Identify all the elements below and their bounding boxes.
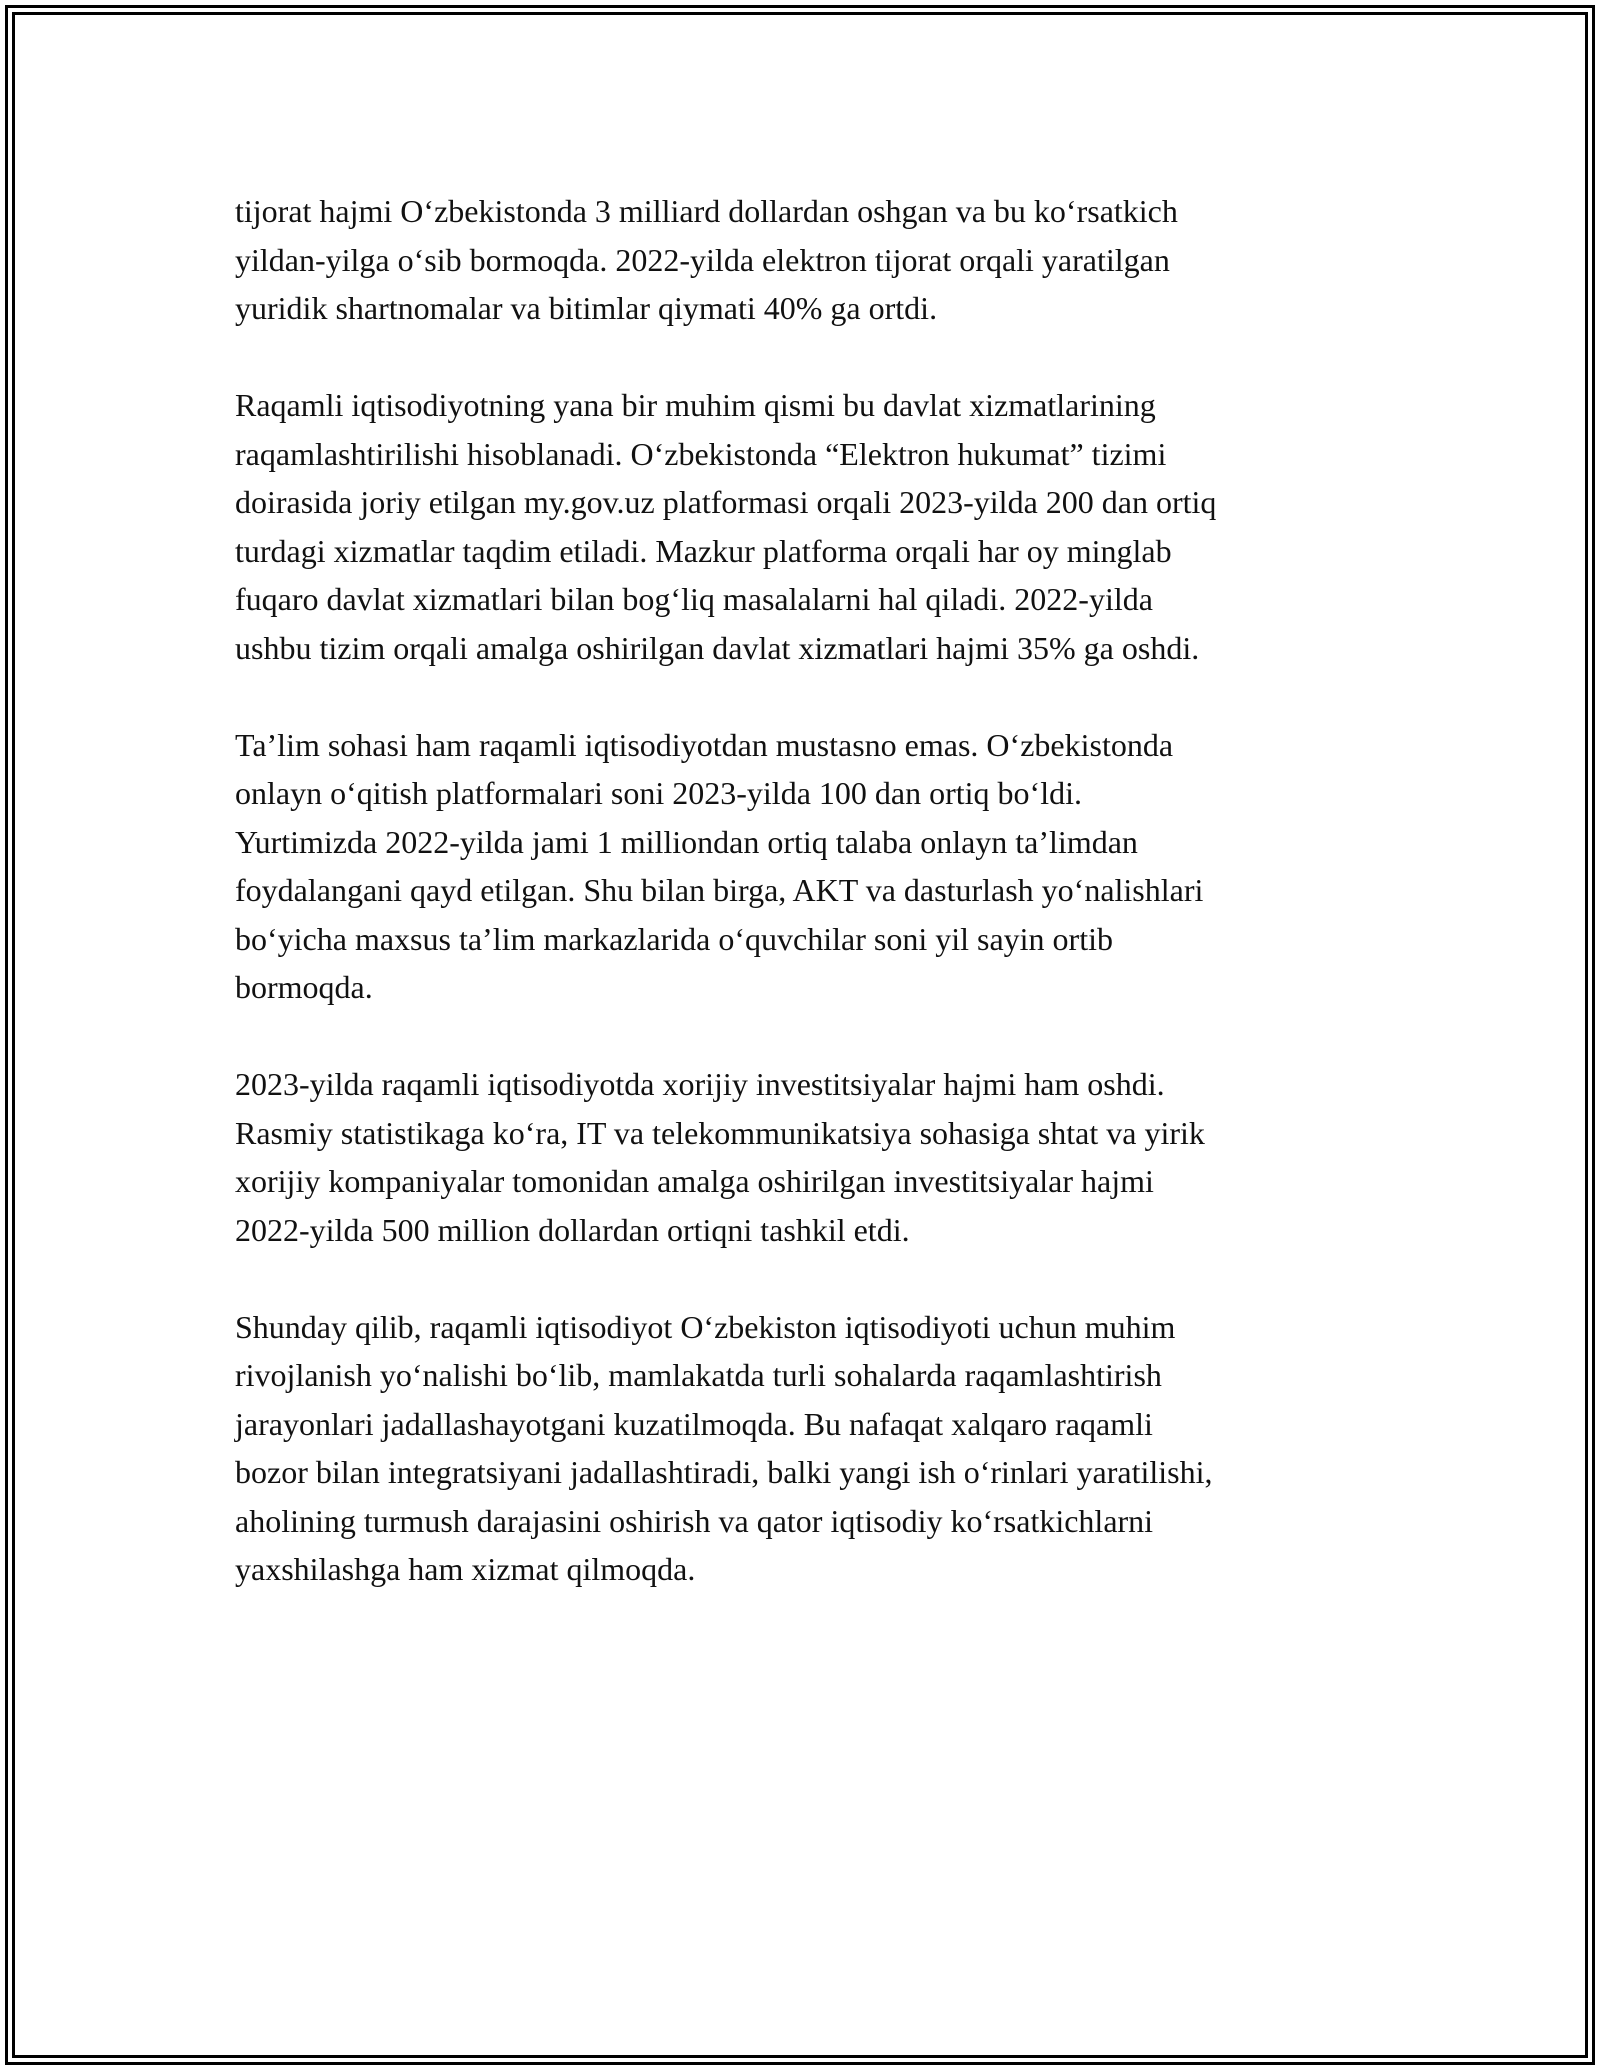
text-line: foydalangani qayd etilgan. Shu bilan birga, AKT va dasturlash yo‘nalishlari (235, 872, 1204, 908)
text-line: 2023-yilda raqamli iqtisodiyotda xorijiy investitsiyalar hajmi ham oshdi. (235, 1066, 1165, 1102)
text-line: yildan-yilga o‘sib bormoqda. 2022-yilda elektron tijorat orqali yaratilgan (235, 241, 1170, 278)
text-line: Raqamli iqtisodiyotning yana bir muhim qismi bu davlat xizmatlarining (235, 387, 1156, 423)
text-line: aholining turmush darajasini oshirish va qator iqtisodiy ko‘rsatkichlarni (235, 1502, 1154, 1539)
paragraph-4 (235, 1060, 1385, 1254)
text-line: onlayn o‘qitish platformalari soni 2023-yilda 100 dan ortiq bo‘ldi. (235, 775, 1082, 811)
text-line: jarayonlari jadallashayotgani kuzatilmoqda. Bu nafaqat xalqaro raqamli (235, 1405, 1153, 1442)
text-line: bo‘yicha maxsus ta’lim markazlarida o‘quvchilar soni yil sayin ortib (235, 920, 1113, 957)
paragraph-2 (235, 381, 1385, 672)
text-line: raqamlashtirilishi hisoblanadi. O‘zbekistonda “Elektron hukumat” tizimi (235, 435, 1167, 472)
text-line: fuqaro davlat xizmatlari bilan bog‘liq masalalarni hal qiladi. 2022-yilda (235, 581, 1153, 617)
text-line: 2022-yilda 500 million dollardan ortiqni tashkil etdi. (235, 1211, 910, 1248)
text-line: tijorat hajmi O‘zbekistonda 3 milliard dollardan oshgan va bu ko‘rsatkich (235, 193, 1178, 229)
text-line: bozor bilan integratsiyani jadallashtiradi, balki yangi ish o‘rinlari yaratilishi, (235, 1454, 1213, 1490)
text-line: Ta’lim sohasi ham raqamli iqtisodiyotdan mustasno emas. O‘zbekistonda (235, 726, 1174, 763)
text-line: xorijiy kompaniyalar tomonidan amalga oshirilgan investitsiyalar hajmi (235, 1163, 1154, 1199)
text-line: yuridik shartnomalar va bitimlar qiymati 40% ga ortdi. (235, 290, 938, 326)
paragraph-1 (235, 187, 1385, 333)
paragraph-5 (235, 1303, 1385, 1594)
text-line: doirasida joriy etilgan my.gov.uz platformasi orqali 2023-yilda 200 dan ortiq (235, 484, 1217, 520)
text-line: Shunday qilib, raqamli iqtisodiyot O‘zbekiston iqtisodiyoti uchun muhim (235, 1308, 1176, 1345)
text-line: Yurtimizda 2022-yilda jami 1 milliondan ortiq talaba onlayn ta’limdan (235, 823, 1138, 860)
text-line: bormoqda. (235, 969, 373, 1005)
document-body (235, 187, 1385, 1642)
text-line: Rasmiy statistikaga ko‘ra, IT va telekommunikatsiya sohasiga shtat va yirik (235, 1114, 1205, 1151)
paragraph-3 (235, 721, 1385, 1012)
text-line: yaxshilashga ham xizmat qilmoqda. (235, 1551, 696, 1587)
text-line: ushbu tizim orqali amalga oshirilgan davlat xizmatlari hajmi 35% ga oshdi. (235, 629, 1200, 666)
text-line: rivojlanish yo‘nalishi bo‘lib, mamlakatda turli sohalarda raqamlashtirish (235, 1357, 1162, 1393)
text-line: turdagi xizmatlar taqdim etiladi. Mazkur platforma orqali har oy minglab (235, 532, 1172, 569)
